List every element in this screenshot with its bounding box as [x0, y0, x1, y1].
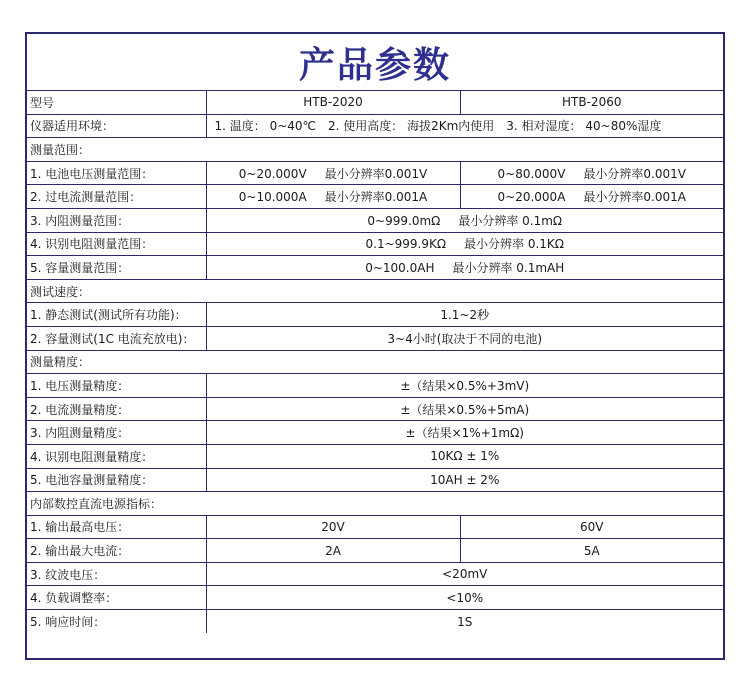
value-cell: 2A — [206, 539, 460, 563]
spec-table — [27, 90, 723, 633]
table-row — [27, 468, 723, 492]
model-b: HTB-2060 — [460, 91, 723, 115]
table-row — [27, 303, 723, 327]
row-label: 4. 识别电阻测量范围： — [27, 232, 206, 256]
page-title: 产品参数 — [298, 44, 451, 86]
value-cell: 1S — [206, 610, 723, 634]
environment-values — [206, 114, 723, 138]
value-cell: 0~999.0mΩ 最小分辨率 0.1mΩ — [206, 208, 723, 232]
row-label: 4. 识别电阻测量精度： — [27, 444, 206, 468]
model-label: 型号 — [27, 91, 206, 115]
value-cell: 5A — [460, 539, 723, 563]
row-label: 3. 内阻测量精度： — [27, 421, 206, 445]
value-cell: ±（结果×1%+1mΩ) — [206, 421, 723, 445]
value-cell: ±（结果×0.5%+5mA) — [206, 397, 723, 421]
table-row — [27, 279, 723, 303]
env-altitude: 2. 使用高度： 海拔2Km内使用 — [328, 119, 495, 134]
value-cell: 0~10.000A 最小分辨率0.001A — [206, 185, 460, 209]
value-cell: 0.1~999.9KΩ 最小分辨率 0.1KΩ — [206, 232, 723, 256]
value-cell: 0~20.000A 最小分辨率0.001A — [460, 185, 723, 209]
value-cell: 0~20.000V 最小分辨率0.001V — [206, 161, 460, 185]
table-row — [27, 444, 723, 468]
table-row — [27, 91, 723, 115]
row-label: 1. 电池电压测量范围： — [27, 161, 206, 185]
value-cell: ±（结果×0.5%+3mV) — [206, 374, 723, 398]
section-measure-range: 测量范围： — [27, 138, 723, 162]
value-cell: 20V — [206, 515, 460, 539]
table-row — [27, 326, 723, 350]
row-label: 3. 内阻测量范围： — [27, 208, 206, 232]
table-row — [27, 421, 723, 445]
table-row — [27, 492, 723, 516]
value-cell: 10KΩ ± 1% — [206, 444, 723, 468]
value-cell: 0~80.000V 最小分辨率0.001V — [460, 161, 723, 185]
table-row — [27, 374, 723, 398]
row-label: 5. 响应时间： — [27, 610, 206, 634]
section-test-speed: 测试速度： — [27, 279, 723, 303]
table-row — [27, 232, 723, 256]
row-label: 2. 电流测量精度： — [27, 397, 206, 421]
value-cell: <10% — [206, 586, 723, 610]
row-label: 3. 纹波电压： — [27, 562, 206, 586]
row-label: 5. 容量测量范围： — [27, 256, 206, 280]
table-row — [27, 539, 723, 563]
value-cell: 3~4小时(取决于不同的电池) — [206, 326, 723, 350]
section-power-supply: 内部数控直流电源指标： — [27, 492, 723, 516]
table-row — [27, 114, 723, 138]
table-row — [27, 515, 723, 539]
table-row — [27, 610, 723, 634]
table-row — [27, 397, 723, 421]
row-label: 1. 输出最高电压： — [27, 515, 206, 539]
environment-label: 仪器适用环境： — [27, 114, 206, 138]
row-label: 4. 负载调整率： — [27, 586, 206, 610]
table-row — [27, 350, 723, 374]
row-label: 1. 静态测试(测试所有功能)： — [27, 303, 206, 327]
table-row — [27, 208, 723, 232]
env-temp: 1. 温度： 0~40℃ — [214, 119, 317, 134]
spec-sheet — [25, 32, 725, 660]
table-row — [27, 161, 723, 185]
value-cell: 0~100.0AH 最小分辨率 0.1mAH — [206, 256, 723, 280]
row-label: 2. 输出最大电流： — [27, 539, 206, 563]
row-label: 2. 过电流测量范围： — [27, 185, 206, 209]
table-row — [27, 138, 723, 162]
value-cell: 10AH ± 2% — [206, 468, 723, 492]
table-row — [27, 256, 723, 280]
value-cell: <20mV — [206, 562, 723, 586]
row-label: 1. 电压测量精度： — [27, 374, 206, 398]
row-label: 5. 电池容量测量精度： — [27, 468, 206, 492]
value-cell: 60V — [460, 515, 723, 539]
env-humidity: 3. 相对湿度： 40~80%湿度 — [506, 119, 662, 134]
value-cell: 1.1~2秒 — [206, 303, 723, 327]
table-row — [27, 185, 723, 209]
row-label: 2. 容量测试(1C 电流充放电)： — [27, 326, 206, 350]
table-row — [27, 562, 723, 586]
table-row — [27, 586, 723, 610]
section-accuracy: 测量精度： — [27, 350, 723, 374]
model-a: HTB-2020 — [206, 91, 460, 115]
